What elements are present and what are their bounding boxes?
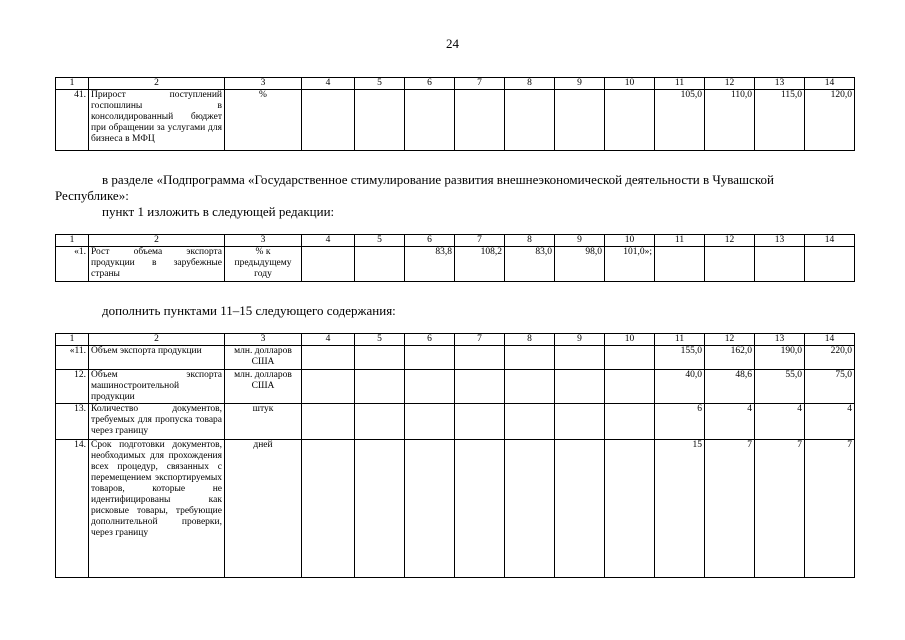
column-number: 11 (655, 235, 705, 247)
column-number: 5 (355, 334, 405, 346)
table-row (56, 440, 855, 578)
column-number: 7 (455, 78, 505, 90)
row-number: 12. (56, 370, 89, 404)
value-cell (605, 90, 655, 151)
column-number: 8 (505, 334, 555, 346)
column-number: 11 (655, 78, 705, 90)
value-cell (455, 346, 505, 370)
value-cell: 4 (705, 404, 755, 440)
table-row (56, 90, 855, 151)
value-cell: 83,8 (405, 247, 455, 282)
unit-of-measure: млн. долларов США (225, 346, 302, 370)
column-number: 2 (89, 334, 225, 346)
unit-of-measure: млн. долларов США (225, 370, 302, 404)
value-cell (405, 440, 455, 578)
value-cell: 48,6 (705, 370, 755, 404)
column-number: 2 (89, 235, 225, 247)
row-number: «1. (56, 247, 89, 282)
value-cell (605, 440, 655, 578)
value-cell (505, 370, 555, 404)
column-number: 14 (805, 334, 855, 346)
column-number: 12 (705, 334, 755, 346)
column-number: 1 (56, 78, 89, 90)
column-number: 2 (89, 78, 225, 90)
value-cell: 15 (655, 440, 705, 578)
column-number: 10 (605, 78, 655, 90)
column-number: 10 (605, 235, 655, 247)
column-number: 3 (225, 78, 302, 90)
value-cell (555, 404, 605, 440)
value-cell (355, 404, 405, 440)
unit-of-measure: штук (225, 404, 302, 440)
value-cell (355, 346, 405, 370)
paragraph-point-1: пункт 1 изложить в следующей редакции: (102, 204, 335, 219)
column-number: 8 (505, 235, 555, 247)
column-number: 5 (355, 235, 405, 247)
indicator-name: Объем экспорта продукции (89, 346, 225, 370)
value-cell (355, 247, 405, 282)
value-cell: 7 (705, 440, 755, 578)
value-cell (355, 370, 405, 404)
indicator-name: Срок подготовки документов, необходимых для прохождения всех процедур, связанных с перемещением экспортируемых товаров, которые не идентифицированы как рисковые товары, требующие дополнительной проверки, через границу (89, 440, 225, 578)
column-number: 1 (56, 334, 89, 346)
value-cell (605, 370, 655, 404)
value-cell (405, 370, 455, 404)
indicator-table-3 (55, 333, 855, 578)
column-number: 6 (405, 235, 455, 247)
indicator-name: Рост объема экспорта продукции в зарубежные страны (89, 247, 225, 282)
table-header-row (56, 235, 855, 247)
column-number: 14 (805, 235, 855, 247)
column-number: 13 (755, 235, 805, 247)
value-cell: 190,0 (755, 346, 805, 370)
column-number: 9 (555, 235, 605, 247)
value-cell: 55,0 (755, 370, 805, 404)
column-number: 9 (555, 78, 605, 90)
value-cell (405, 404, 455, 440)
table-header-row (56, 78, 855, 90)
value-cell: 98,0 (555, 247, 605, 282)
column-number: 8 (505, 78, 555, 90)
value-cell: 108,2 (455, 247, 505, 282)
value-cell (505, 440, 555, 578)
column-number: 13 (755, 334, 805, 346)
indicator-name: Объем экспорта машиностроительной продукции (89, 370, 225, 404)
value-cell (755, 247, 805, 282)
value-cell (302, 370, 355, 404)
table-row (56, 404, 855, 440)
table-row (56, 346, 855, 370)
value-cell (302, 90, 355, 151)
row-number: 14. (56, 440, 89, 578)
column-number: 13 (755, 78, 805, 90)
value-cell (805, 247, 855, 282)
value-cell (605, 404, 655, 440)
column-number: 6 (405, 78, 455, 90)
value-cell (455, 440, 505, 578)
value-cell (405, 346, 455, 370)
value-cell (505, 346, 555, 370)
value-cell: 101,0»; (605, 247, 655, 282)
value-cell (302, 247, 355, 282)
row-number: 41. (56, 90, 89, 151)
column-number: 1 (56, 235, 89, 247)
value-cell (555, 90, 605, 151)
value-cell (455, 90, 505, 151)
value-cell: 220,0 (805, 346, 855, 370)
table-header-row (56, 334, 855, 346)
value-cell (555, 370, 605, 404)
value-cell (655, 247, 705, 282)
paragraph-add-points: дополнить пунктами 11–15 следующего содержания: (102, 303, 396, 318)
column-number: 5 (355, 78, 405, 90)
row-number: «11. (56, 346, 89, 370)
value-cell: 105,0 (655, 90, 705, 151)
column-number: 14 (805, 78, 855, 90)
indicator-name: Прирост поступлений госпошлины в консолидированный бюджет при обращении за услугами для бизнеса в МФЦ (89, 90, 225, 151)
value-cell (355, 90, 405, 151)
column-number: 6 (405, 334, 455, 346)
column-number: 12 (705, 235, 755, 247)
value-cell (302, 440, 355, 578)
unit-of-measure: % (225, 90, 302, 151)
value-cell (302, 404, 355, 440)
value-cell (405, 90, 455, 151)
value-cell (605, 346, 655, 370)
value-cell (302, 346, 355, 370)
value-cell: 40,0 (655, 370, 705, 404)
value-cell (505, 90, 555, 151)
indicator-name: Количество документов, требуемых для пропуска товара через границу (89, 404, 225, 440)
column-number: 9 (555, 334, 605, 346)
page-number: 24 (446, 36, 459, 51)
column-number: 3 (225, 334, 302, 346)
column-number: 10 (605, 334, 655, 346)
row-number: 13. (56, 404, 89, 440)
unit-of-measure: % к предыдущему году (225, 247, 302, 282)
value-cell: 120,0 (805, 90, 855, 151)
value-cell (705, 247, 755, 282)
column-number: 4 (302, 235, 355, 247)
value-cell: 155,0 (655, 346, 705, 370)
value-cell (455, 370, 505, 404)
value-cell (355, 440, 405, 578)
value-cell: 4 (805, 404, 855, 440)
value-cell: 7 (805, 440, 855, 578)
value-cell: 6 (655, 404, 705, 440)
indicator-table-2 (55, 234, 855, 282)
value-cell: 83,0 (505, 247, 555, 282)
unit-of-measure: дней (225, 440, 302, 578)
column-number: 3 (225, 235, 302, 247)
value-cell (555, 346, 605, 370)
value-cell: 7 (755, 440, 805, 578)
table-row (56, 247, 855, 282)
indicator-table-1 (55, 77, 855, 151)
value-cell: 4 (755, 404, 805, 440)
value-cell (455, 404, 505, 440)
value-cell (555, 440, 605, 578)
column-number: 7 (455, 235, 505, 247)
value-cell: 110,0 (705, 90, 755, 151)
column-number: 4 (302, 78, 355, 90)
column-number: 7 (455, 334, 505, 346)
column-number: 12 (705, 78, 755, 90)
table-row (56, 370, 855, 404)
value-cell: 162,0 (705, 346, 755, 370)
column-number: 4 (302, 334, 355, 346)
paragraph-section-title: в разделе «Подпрограмма «Государственное стимулирование развития внешнеэкономической деятельности в Чувашской Республике»: (55, 172, 774, 203)
value-cell: 75,0 (805, 370, 855, 404)
value-cell: 115,0 (755, 90, 805, 151)
value-cell (505, 404, 555, 440)
column-number: 11 (655, 334, 705, 346)
